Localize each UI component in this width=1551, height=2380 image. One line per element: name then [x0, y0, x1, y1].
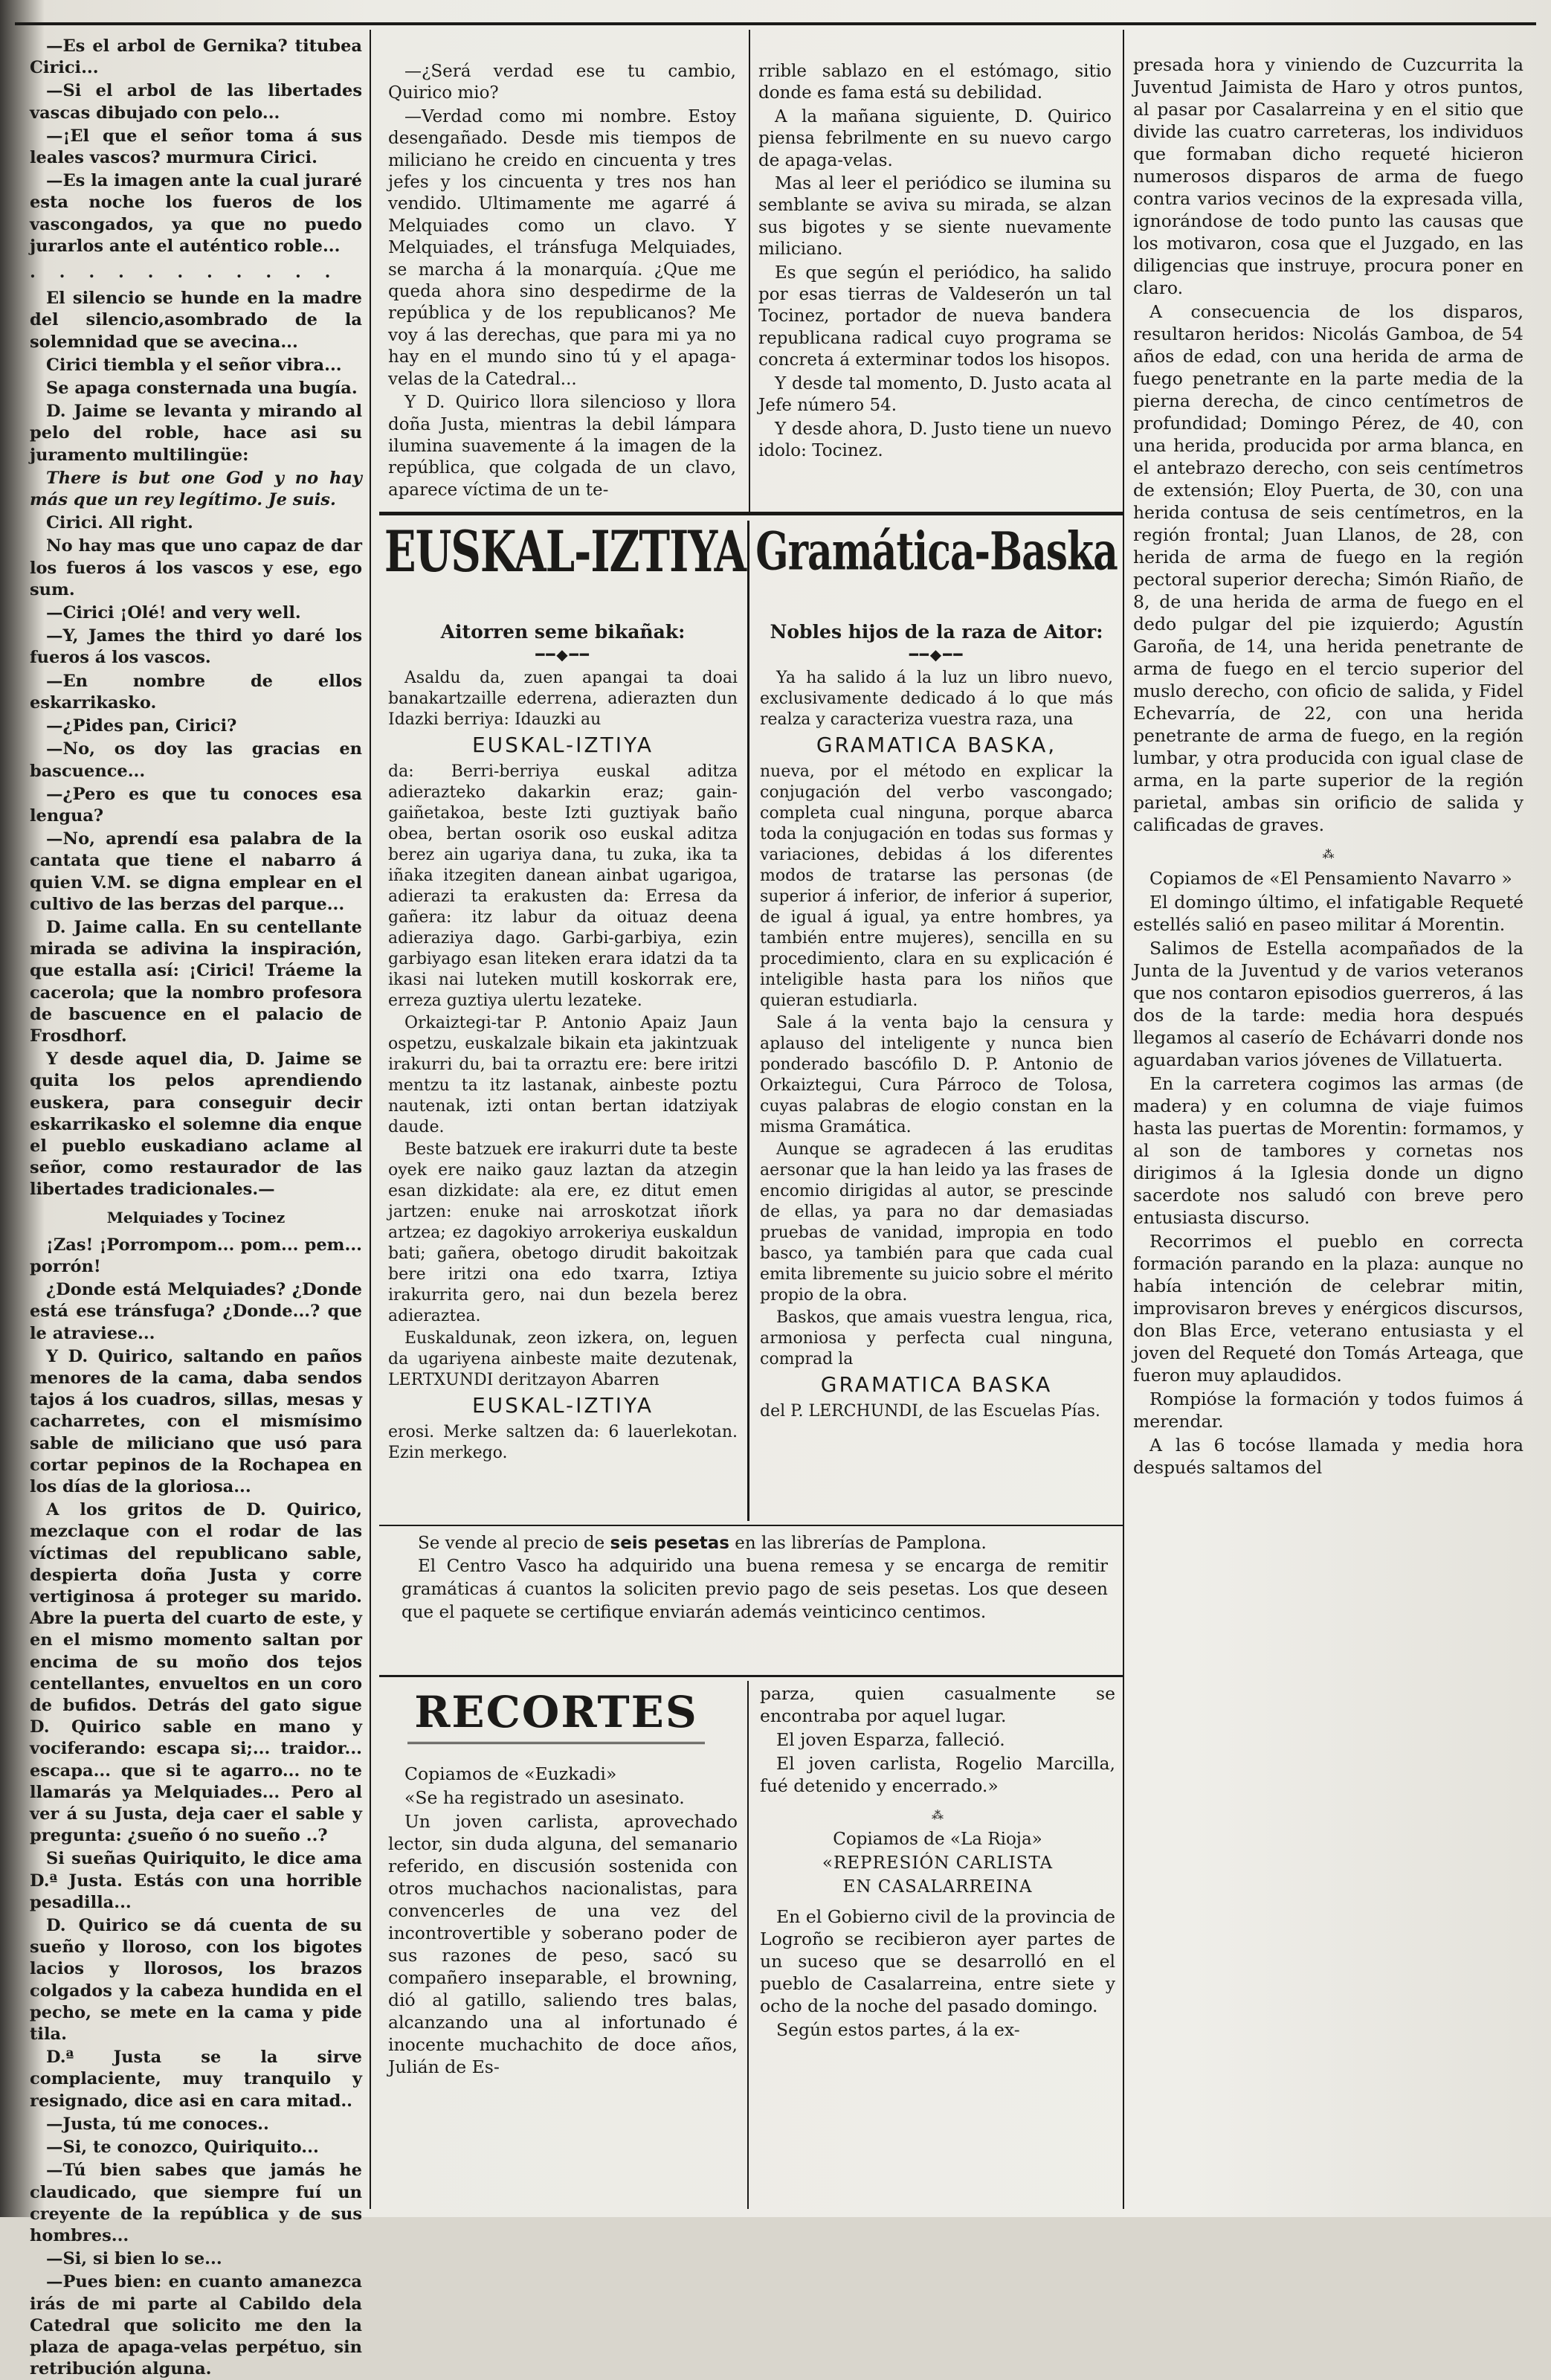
recortes-left-column	[388, 1763, 738, 2207]
recortes-right-column	[760, 1682, 1115, 2207]
paragraph: —Si, si bien lo se...	[46, 2249, 222, 2269]
column-rule-2	[749, 30, 750, 513]
paragraph: No hay mas que uno capaz de dar los fueros á los vascos y ese, ego sum.	[30, 536, 362, 599]
ad-divider-rule	[747, 521, 749, 1521]
paragraph: Recorrimos el pueblo en correcta formación parando en la plaza: aunque no había intención de celebrar mitin, improvisaron breves y enérgicos discursos, don Blas Erce, veterano entusiasta y el joven del Requeté don Tomás Arteaga, que fueron muy aplaudidos.	[1133, 1231, 1523, 1386]
paragraph: Euskaldunak, zeon izkera, on, leguen da ugariyena ainbeste maite dezutenak, LERTXUNDI deritzayon Abarren	[388, 1329, 738, 1389]
footer-bottom-rule	[379, 1675, 1123, 1677]
ornament-icon: ━━◆━━	[535, 646, 590, 663]
paragraph: —No, aprendí esa palabra de la cantata que tiene el nabarro á quien V.M. se digna emplear en el cultivo de las berzas del parque...	[30, 829, 362, 914]
paragraph: D. Jaime se levanta y mirando al pelo del roble, hace asi su juramento multilingüe:	[30, 402, 362, 465]
paragraph: ¿Donde está Melquiades? ¿Donde está ese tránsfuga? ¿Donde...? que le atraviese...	[30, 1280, 362, 1343]
paragraph: —Tú bien sabes que jamás he claudicado, que siempre fuí un creyente de la república y de sus hombres...	[30, 2161, 362, 2245]
source-line: Copiamos de «La Rioja»	[833, 1830, 1042, 1849]
asterism-ornament: ⁂	[932, 1808, 944, 1822]
paragraph: —Es la imagen ante la cual juraré esta noche los fueros de los vascongados, ya que no puedo jurarlos ante el auténtico roble...	[30, 171, 362, 256]
price-line	[402, 1532, 1108, 1555]
paragraph: En la carretera cogimos las armas (de madera) y en columna de viaje fuimos hasta las puertas de Morentin: formamos, y al son de tambores y cornetas nos dirigimos á la Iglesia donde un digno sacerdote nos saludó con breve pero entusiasta discurso.	[1133, 1073, 1523, 1228]
asterism-ornament: ⁂	[1322, 847, 1335, 861]
paragraph: parza, quien casualmente se encontraba por aquel lugar.	[760, 1683, 1115, 1726]
paragraph: Mas al leer el periódico se ilumina su semblante se aviva su mirada, se alzan sus bigotes y se siente nuevamente miliciano.	[758, 174, 1112, 260]
paragraph: —Justa, tú me conoces..	[46, 2114, 269, 2134]
ornament-icon: ━━◆━━	[909, 646, 964, 663]
paragraph: D.ª Justa se la sirve complaciente, muy tranquilo y resignado, dice asi en cara mitad..	[30, 2048, 362, 2111]
paragraph: El domingo último, el infatigable Requeté estellés salió en paseo militar á Morentin.	[1133, 892, 1523, 935]
paragraph: There is but one God y no hay más que un rey legítimo. Je suis.	[30, 468, 362, 510]
paragraph: Copiamos de «Euzkadi»	[404, 1763, 617, 1784]
top-rule	[15, 22, 1536, 25]
paragraph: —Si, te conozco, Quiriquito...	[46, 2138, 319, 2158]
paragraph: rrible sablazo en el estómago, sitio donde es fama está su debilidad.	[758, 62, 1112, 103]
price-bold: seis pesetas	[610, 1534, 729, 1553]
paragraph: Según estos partes, á la ex-	[776, 2019, 1020, 2040]
gramatica-baska-ad	[760, 617, 1113, 1521]
ad1-caps-title: EUSKAL-IZTIYA	[471, 733, 654, 757]
paragraph: Es que según el periódico, ha salido por esas tierras de Valdeserón un tal Tocinez, portador de nueva bandera republicana radical cuyo programa se concreta á exterminar todos los hisopos.	[758, 263, 1112, 370]
paragraph: —En nombre de ellos eskarrikasko.	[30, 671, 362, 713]
paragraph: nueva, por el método en explicar la conjugación del verbo vascongado; completa cual ninguna, porque abarca toda la conjugación en todas sus formas y variaciones, debidas á los diferentes modos de tratarse las personas (de superior á inferior, de inferior á superior, de igual á igual, ya entre hombres, ya también entre mujeres), sencilla en su procedimiento, clara en su explicación é inteligible hasta para los niños que quieran estudiarla.	[760, 762, 1113, 1010]
paragraph: Baskos, que amais vuestra lengua, rica, armoniosa y perfecta cual ninguna, comprad la	[760, 1308, 1113, 1368]
paragraph: Y D. Quirico, saltando en paños menores de la cama, daba sendos tajos á los cuadros, sillas, mesas y cacharretes, con el mismísimo sable de miliciano que usó para cortar pepinos de la Rochapea en los días de la gloriosa...	[30, 1346, 362, 1496]
paragraph: Cirici tiembla y el señor vibra...	[46, 355, 342, 375]
paragraph: Aunque se agradecen á las eruditas aersonar que la han leido ya las frases de encomio dirigidas al autor, se prescinde de ellas, ya para no dar demasiadas pruebas de vanidad, impropia en todo basco, ya también para que cada cual emita libremente su juicio sobre el mérito propio de la obra.	[760, 1140, 1113, 1305]
column-1-text	[30, 36, 362, 2379]
paragraph: —Cirici ¡Olé! and very well.	[46, 603, 301, 623]
paragraph: Se apaga consternada una bugía.	[46, 379, 358, 399]
paragraph: —No, os doy las gracias en bascuence...	[30, 739, 362, 781]
paragraph: —Verdad como mi nombre. Estoy desengañado. Desde mis tiempos de miliciano he creido en cincuenta y tres jefes y los cincuenta y tres nos han vendido. Ultimamente me agarré á Melquiades como un clavo. Y Melquiades, el tránsfuga Melquiades, se marcha á la monarquía. ¿Que me queda ahora sino despedirme de la república y de los republicanos? Me voy á las derechas, que para mi ya no hay en el mundo sino tú y el apaga-velas de la Catedral...	[388, 106, 736, 389]
footer-paragraph: El Centro Vasco ha adquirido una buena remesa y se encarga de remitir gramáticas á cuantos la soliciten previo pago de seis pesetas. Los que deseen que el paquete se certifique enviarán además veinticinco centimos.	[402, 1557, 1108, 1622]
section-heading: Melquiades y Tocinez	[106, 1208, 286, 1226]
paragraph: Cirici. All right.	[46, 513, 193, 533]
paragraph: —¿Pides pan, Cirici?	[46, 716, 237, 736]
euskal-iztiya-title: EUSKAL-IZTIYA	[384, 518, 747, 586]
paragraph: —Pues bien: en cuanto amanezca irás de mi parte al Cabildo dela Catedral que solicito me den la plaza de apaga-velas perpétuo, sin retribución alguna.	[30, 2272, 362, 2379]
paragraph: Copiamos de «El Pensamiento Navarro »	[1149, 868, 1512, 889]
paragraph: presada hora y viniendo de Cuzcurrita la Juventud Jaimista de Haro y otros puntos, al pasar por Casalarreina y en el sitio que divide las cuatro carreteras, los individuos que formaban dicho requeté hicieron numerosos disparos de arma de fuego contra varios vecinos de la expresada villa, ignorándose de todo punto las causas que los motivaron, cosa que el Juzgado, en las diligencias que instruye, procura poner en claro.	[1133, 54, 1523, 298]
paragraph: Y desde tal momento, D. Justo acata al Jefe número 54.	[758, 373, 1112, 416]
paragraph: El joven Esparza, falleció.	[776, 1729, 1005, 1750]
paragraph: —Si el arbol de las libertades vascas dibujado con pelo...	[30, 81, 362, 123]
recortes-heading: RECORTES	[407, 1682, 705, 1744]
paragraph: —¿Será verdad ese tu cambio, Quirico mio?	[388, 62, 736, 103]
footer-notice	[402, 1532, 1108, 1670]
gramatica-baska-title: Gramática-Baska	[755, 521, 1118, 582]
column-rule-3	[1123, 30, 1124, 2209]
dot-separator: . . . . . . . . . . .	[30, 263, 340, 283]
ad-bottom-rule	[379, 1525, 1123, 1526]
paragraph: —Y, James the third yo daré los fueros á los vascos.	[30, 626, 362, 668]
price-pre: Se vende al precio de	[418, 1534, 605, 1553]
paragraph: A consecuencia de los disparos, resultaron heridos: Nicolás Gamboa, de 54 años de edad, con una herida de arma de fuego penetrante en la parte media de la pierna derecha, de cinco centímetros de profundidad; Domingo Pérez, de 40, con una herida, producida por arma blanca, en el antebrazo derecho, con seis centímetros de extensión; Eloy Puerta, de 30, con una herida contusa de seis centímetros, en la región frontal; Juan Llanos, de 28, con herida de arma de fuego en la región pectoral superior derecha; Simón Riaño, de 8, de una herida de arma de fuego en el dedo pulgar del pie izquierdo; Agustín Garoña, de 14, una herida penetrante de arma de fuego en el tercio superior del muslo derecho, con oficio de salida, y Fidel Echevarría, de 22, con una herida penetrante de arma de fuego, en la región lumbar, y otra producida con igual clase de arma, en la parte superior de la región parietal, ambas sin orificio de salida y calificadas de graves.	[1133, 301, 1523, 835]
paragraph: El silencio se hunde en la madre del silencio,asombrado de la solemnidad que se avecina...	[30, 289, 362, 352]
paragraph: D. Jaime calla. En su centellante mirada se adivina la inspiración, que estalla así: ¡Cirici! Tráeme la cacerola; que la nombro profesora de bascuence en el palacio de Frosdhorf.	[30, 917, 362, 1046]
paragraph: Beste batzuek ere irakurri dute ta beste oyek ere naiko gauz laztan da atzegin esan dizkidate: ala ere, ez ditut emen jartzen: enuke nai arroskotzat iñork artzea; ez dagokiyo arrokeriya euskaldun bati; gañera, obetogo dirudit bakoitzak bere iritzi ona edo txarra, Iztiya irakurrita gero, nai dun bezela berez adieraztea.	[388, 1140, 738, 1325]
ad2-caps-title-2: GRAMATICA BASKA	[820, 1372, 1053, 1397]
recortes-divider-rule	[747, 1681, 749, 2209]
paragraph: Y D. Quirico llora silencioso y llora doña Justa, mientras la debil lámpara ilumina suavemente á la imagen de la república, que colgada de un clavo, aparece víctima de un te-	[388, 393, 736, 500]
paragraph: Ya ha salido á la luz un libro nuevo, exclusivamente dedicado á lo que más realza y caracteriza vuestra raza, una	[760, 669, 1113, 729]
paragraph: Asaldu da, zuen apangai ta doai banakartzaille ederrena, adierazten dun Idazki berriya: Idauzki au	[388, 669, 738, 729]
paragraph: del P. LERCHUNDI, de las Escuelas Pías.	[760, 1402, 1100, 1421]
column-4-text	[1133, 54, 1523, 2207]
rioja-heading-1: «REPRESIÓN CARLISTA	[822, 1853, 1054, 1873]
paragraph: erosi. Merke saltzen da: 6 lauerlekotan. Ezin merkego.	[388, 1423, 738, 1462]
paragraph: En el Gobierno civil de la provincia de Logroño se recibieron ayer partes de un suceso que se desarrolló en el pueblo de Casalarreina, entre siete y ocho de la noche del pasado domingo.	[760, 1906, 1115, 2016]
paragraph: Sale á la venta bajo la censura y aplauso del inteligente y nunca bien ponderado bascófilo D. P. Antonio de Orkaiztegui, Cura Párroco de Tolosa, cuyas palabras de elogio constan en la misma Gramática.	[760, 1014, 1113, 1136]
paragraph: Si sueñas Quiriquito, le dice ama D.ª Justa. Estás con una horrible pesadilla...	[30, 1849, 362, 1912]
column-rule-1	[370, 30, 371, 2209]
column-2-text	[388, 61, 736, 507]
paragraph: El joven carlista, Rogelio Marcilla, fué detenido y encerrado.»	[760, 1753, 1115, 1796]
column-3-text	[758, 61, 1112, 507]
paragraph: Salimos de Estella acompañados de la Junta de la Juventud y de varios veteranos que nos contaron episodios guerreros, á las dos de la tarde: media hora después llegamos al caserío de Echávarri donde nos aguardaban varios jóvenes de Villatuerta.	[1133, 938, 1523, 1070]
rioja-heading-2: EN CASALARREINA	[842, 1877, 1033, 1897]
paragraph: Rompióse la formación y todos fuimos á merendar.	[1133, 1389, 1523, 1432]
ad2-subtitle: Nobles hijos de la raza de Aitor:	[770, 621, 1103, 643]
ad1-subtitle: Aitorren seme bikañak:	[440, 621, 686, 643]
paragraph: ¡Zas! ¡Porrompom... pom... pem... porrón!	[30, 1235, 362, 1276]
ad1-caps-title-2: EUSKAL-IZTIYA	[471, 1393, 654, 1418]
ad2-caps-title: GRAMATICA BASKA,	[816, 733, 1057, 757]
price-post: en las librerías de Pamplona.	[735, 1534, 987, 1553]
paragraph: A las 6 tocóse llamada y media hora después saltamos del	[1133, 1435, 1523, 1478]
paragraph: A los gritos de D. Quirico, mezclaque con el rodar de las víctimas del republicano sable, despierta doña Justa y corre vertiginosa á proteger su marido. Abre la puerta del cuarto de este, y en el mismo momento saltan por encima de su moño dos tejos centellantes, envueltos en un coro de bufidos. Detrás del gato sigue D. Quirico sable en mano y vociferando: escapa si;... traidor... escapa... que si te agarro... no te llamarás ya Melquiades... Pero al ver á su Justa, deja caer el sable y pregunta: ¿sueño ó no sueño ..?	[30, 1500, 362, 1846]
paragraph: Y desde ahora, D. Justo tiene un nuevo idolo: Tocinez.	[758, 419, 1112, 460]
ad-top-rule	[379, 512, 1123, 515]
paragraph: —¿Pero es que tu conoces esa lengua?	[30, 784, 362, 826]
paragraph: —¡El que el señor toma á sus leales vascos? murmura Cirici.	[30, 126, 362, 168]
paragraph: da: Berri-berriya euskal aditza adierazteko dakarkin eraz; gain-gaiñetakoa, beste Izti guztiyak baño obea, bertan osorik oso euskal aditza berez ain ugariya dana, tu zuka, ika ta iñaka itzegiten danean ainbat ugarigoa, adierazi ta erakusten da: Erresa da gañera: itz labur da oituaz deena adieraziya dago. Garbi-garbiya, ezin garbiyago esan liteken erara idatzi da ta ikasi nai luteken mutill koskorrak ere, erreza guztiya ulertu lezateke.	[388, 762, 738, 1010]
paragraph: —Es el arbol de Gernika? titubea Cirici...	[30, 36, 362, 78]
paragraph: Un joven carlista, aprovechado lector, sin duda alguna, del semanario referido, en discusión sostenida con otros muchachos nacionalistas, para convencerles de una vez del incontrovertible y soberano poder de sus razones de peso, sacó su compañero inseparable, el browning, dió al gatillo, saliendo tres balas, alcanzando una al infortunado é inocente muchachito de doce años, Julián de Es-	[388, 1811, 738, 2077]
paragraph: Y desde aquel dia, D. Jaime se quita los pelos aprendiendo euskera, para conseguir decir eskarrikasko el solemne dia enque el pueblo euskadiano aclame al señor, como restaurador de las libertades tradicionales.—	[30, 1049, 362, 1200]
paragraph: «Se ha registrado un asesinato.	[404, 1787, 685, 1808]
paragraph: D. Quirico se dá cuenta de su sueño y lloroso, con los bigotes lacios y llorosos, los brazos colgados y la cabeza hundida en el pecho, se mete en la cama y pide tila.	[30, 1916, 362, 2045]
euskal-iztiya-ad	[388, 617, 738, 1521]
paragraph: A la mañana siguiente, D. Quirico piensa febrilmente en su nuevo cargo de apaga-velas.	[758, 106, 1112, 170]
paragraph: Orkaiztegi-tar P. Antonio Apaiz Jaun ospetzu, euskalzale bikain eta jakintzuak irakurri du, bai ta orraztu ere: bere iritzi mentzu ta itz lastanak, ainbeste poztu nautenak, izti ontan bertan idatziyak daude.	[388, 1014, 738, 1136]
